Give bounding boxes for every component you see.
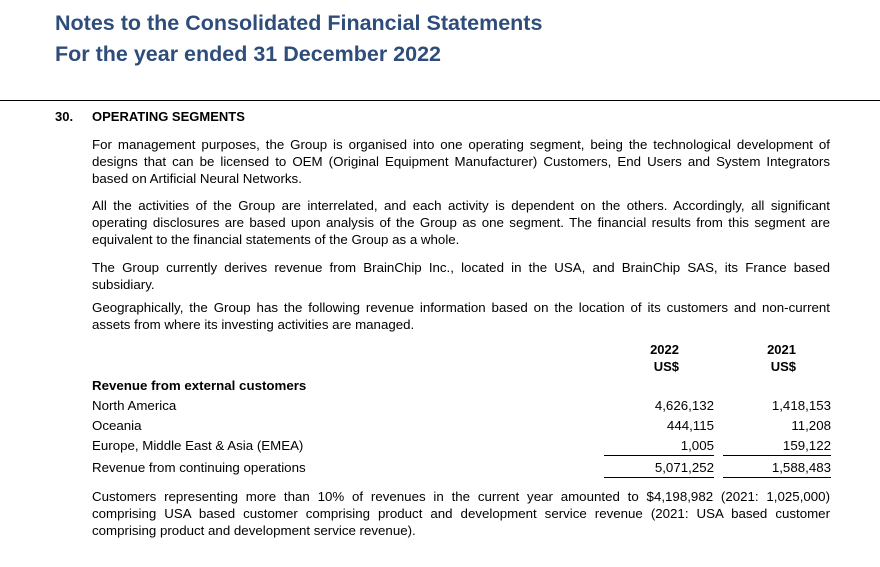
column-header-2021: [767, 341, 796, 375]
header-divider: [0, 100, 880, 101]
paragraph-segment-definition: For management purposes, the Group is organised into one operating segment, being the technological development of designs that can be licensed to OEM (Original Equipment Manufacturer) Customers, End Users and System Integrators based on Artificial Neural Networks.: [92, 137, 830, 186]
cell-emea-2021: 159,122: [782, 438, 831, 453]
cell-north-america-2021: 1,418,153: [771, 398, 831, 413]
section-title: OPERATING SEGMENTS: [92, 109, 245, 124]
cell-north-america-2022: 4,626,132: [654, 398, 714, 413]
column-header-2022: [650, 341, 679, 375]
paragraph-activities: All the activities of the Group are interrelated, and each activity is dependent on the others. Accordingly, all significant operating disclosures are based upon analysis of the Group as one segment. The financial results from this segment are equivalent to the financial statements of the Group as a whole.: [92, 198, 830, 247]
subtotal-line-2021: [723, 455, 831, 456]
page-header: [55, 8, 542, 70]
cell-total-2021: 1,588,483: [771, 460, 831, 475]
cell-emea-2022: 1,005: [680, 438, 714, 453]
total-line-2021: [723, 477, 831, 478]
row-label-emea: Europe, Middle East & Asia (EMEA): [92, 438, 304, 453]
row-label-north-america: North America: [92, 398, 177, 413]
subtotal-line-2022: [604, 455, 714, 456]
header-title: Notes to the Consolidated Financial Statements: [55, 11, 543, 35]
table-group-heading: Revenue from external customers: [92, 378, 307, 393]
section-number: 30.: [55, 109, 74, 124]
total-line-2022: [604, 477, 714, 478]
paragraph-revenue-source: The Group currently derives revenue from BrainChip Inc., located in the USA, and BrainChip SAS, its France based subsidiary.: [92, 260, 830, 292]
column-year-2022: 2022: [650, 342, 679, 357]
row-label-oceania: Oceania: [92, 418, 142, 433]
column-unit-2021: US$: [770, 359, 796, 374]
column-unit-2022: US$: [653, 359, 679, 374]
cell-total-2022: 5,071,252: [654, 460, 714, 475]
row-label-total: Revenue from continuing operations: [92, 460, 306, 475]
cell-oceania-2022: 444,115: [666, 418, 714, 433]
paragraph-geography: Geographically, the Group has the following revenue information based on the location of its customers and non-current assets from where its investing activities are managed.: [92, 300, 830, 332]
cell-oceania-2021: 11,208: [791, 418, 831, 433]
header-subtitle: For the year ended 31 December 2022: [55, 42, 441, 66]
paragraph-major-customers: Customers representing more than 10% of revenues in the current year amounted to $4,198,982 (2021: 1,025,000) comprising USA based customer comprising product and development service revenue (2021: USA based customer comprising product and development service revenue).: [92, 489, 830, 538]
column-year-2021: 2021: [767, 342, 796, 357]
